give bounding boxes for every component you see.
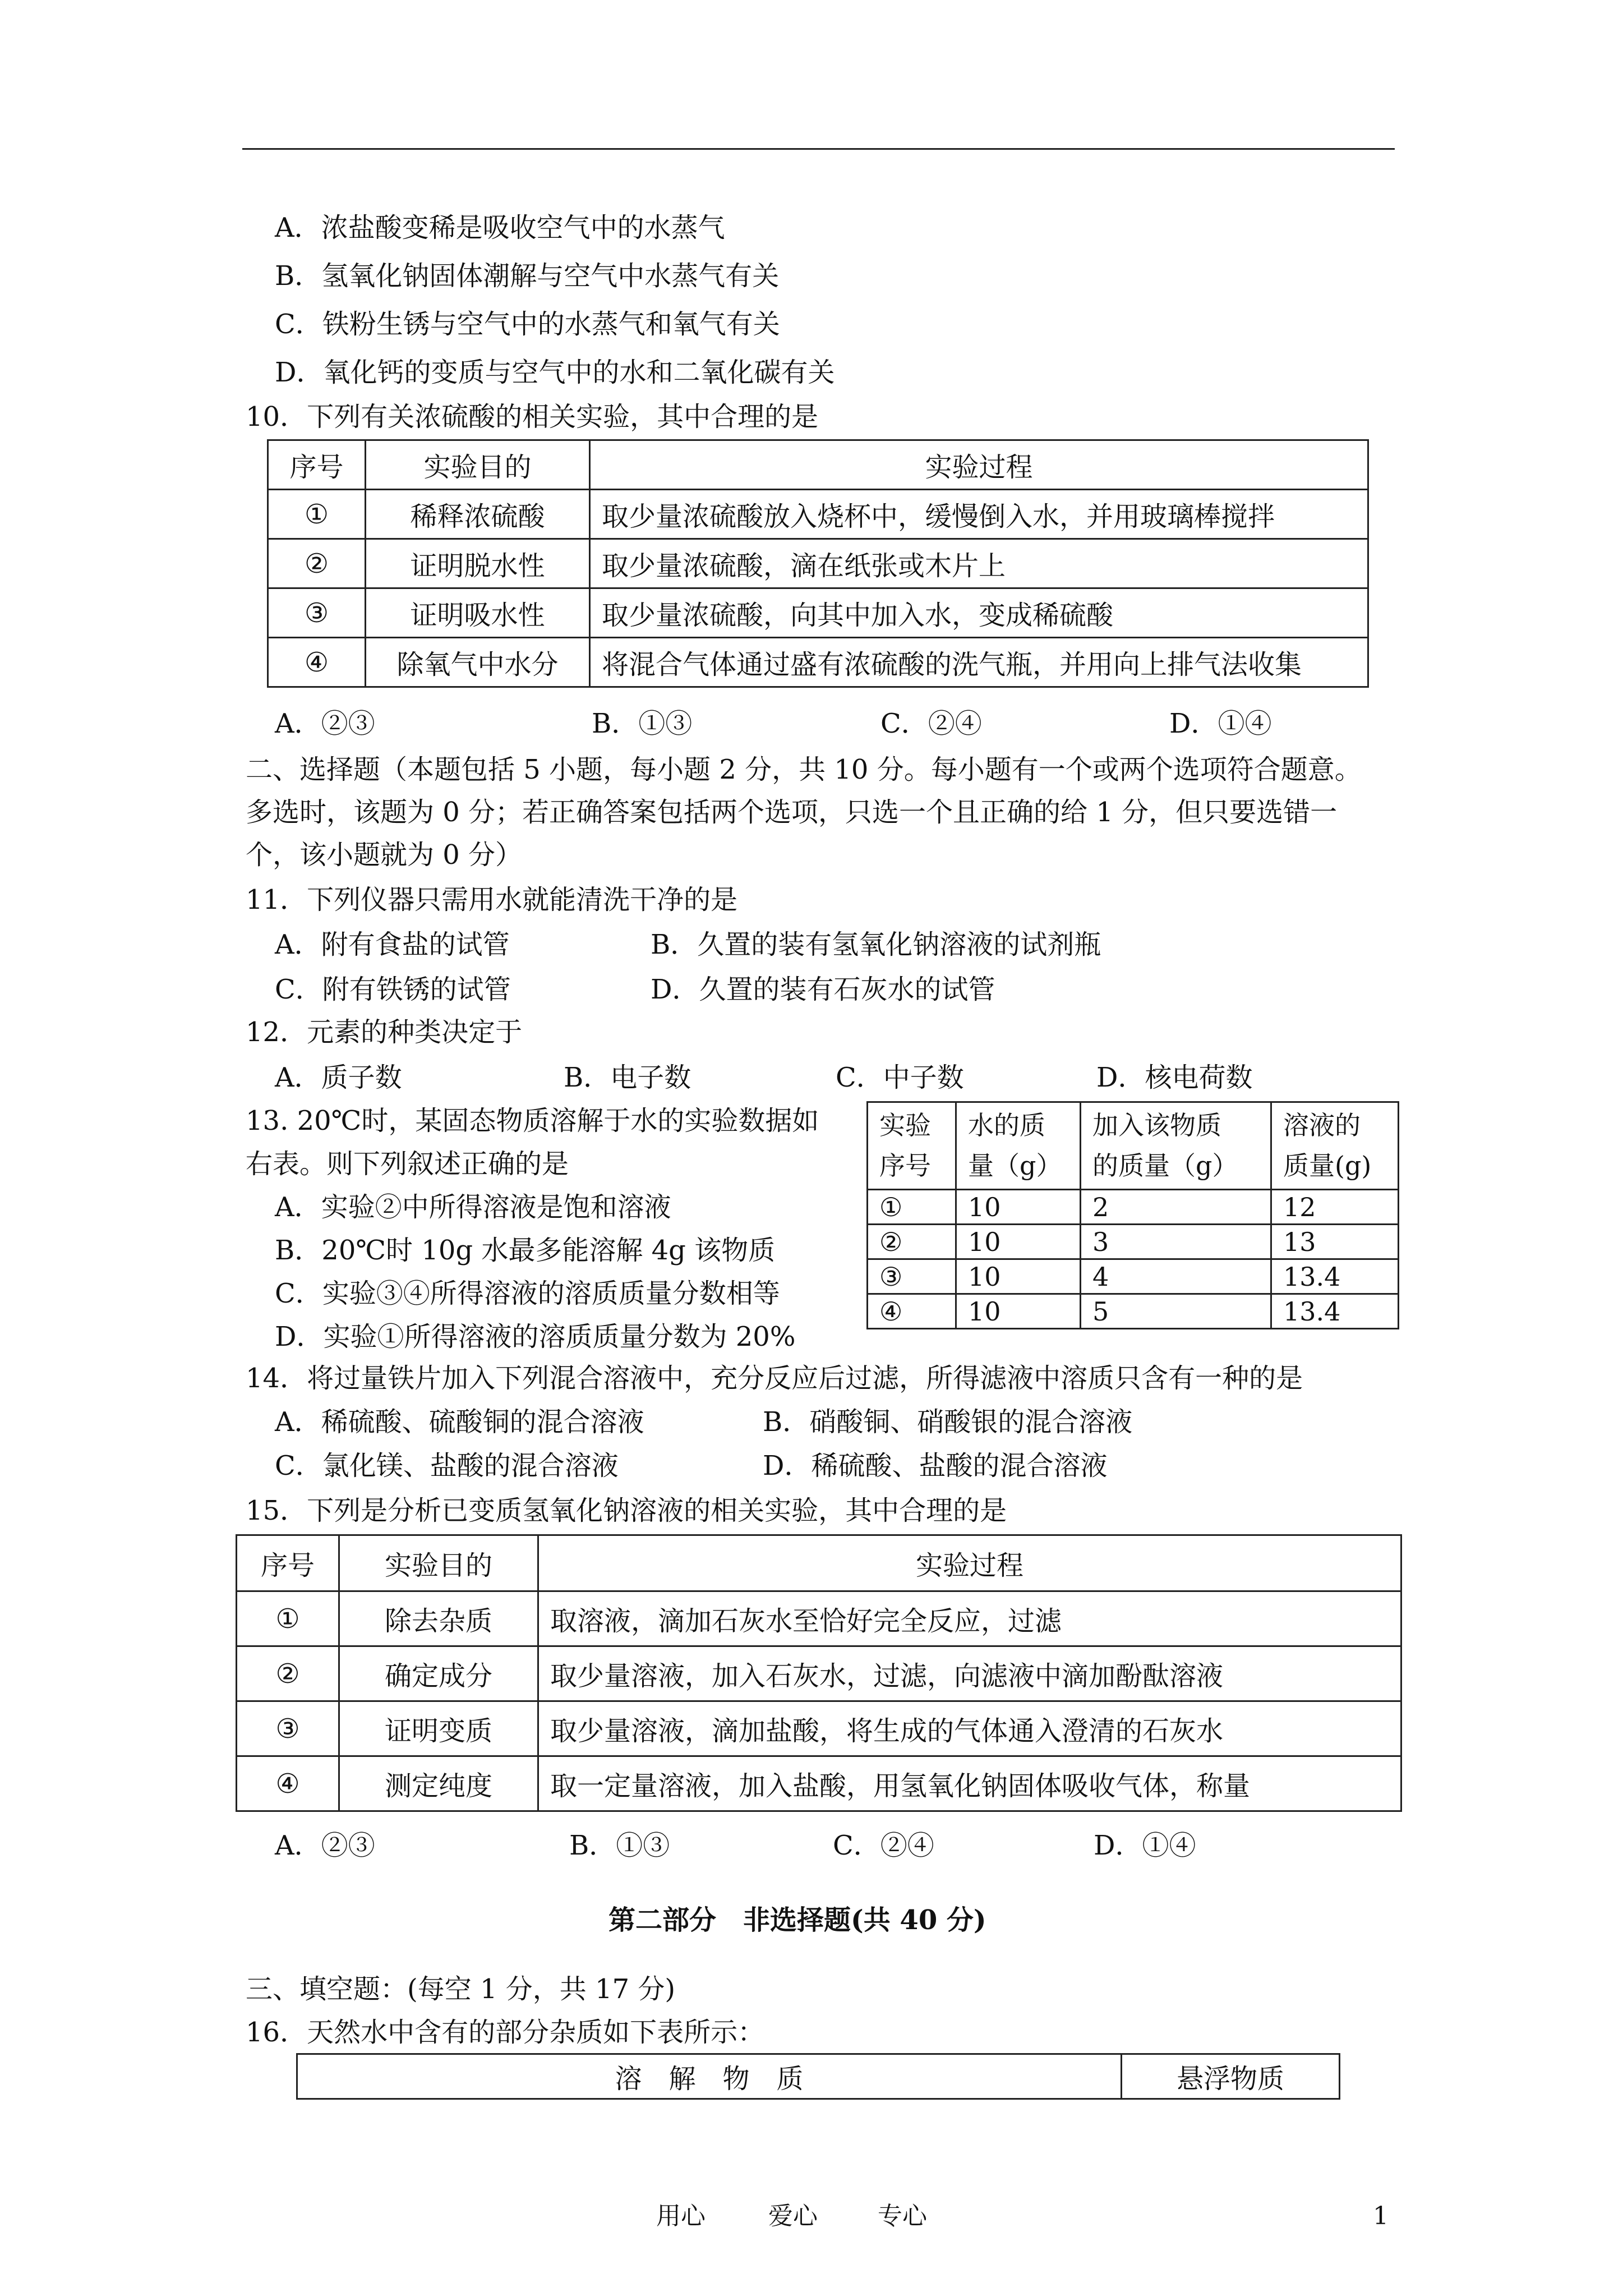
q15-header-no: 序号	[237, 1535, 339, 1591]
q12-stem: 12．元素的种类决定于	[246, 1016, 523, 1048]
footer-motto-1: 用心	[656, 2202, 706, 2230]
q14-option-c: C．氯化镁、盐酸的混合溶液	[275, 1450, 619, 1481]
section2-line3: 个，该小题就为 0 分）	[246, 839, 523, 871]
q9-option-a: A．浓盐酸变稀是吸收空气中的水蒸气	[275, 212, 725, 243]
q15-cell: ④	[237, 1756, 339, 1811]
q10-header-process: 实验过程	[590, 440, 1368, 490]
q15-header-process: 实验过程	[538, 1535, 1401, 1591]
q13-data-table	[866, 1101, 1399, 1329]
q13-option-b: B．20℃时 10g 水最多能溶解 4g 该物质	[275, 1235, 776, 1266]
q13-option-c: C．实验③④所得溶液的溶质质量分数相等	[275, 1278, 780, 1309]
q13-stem-line2: 右表。则下列叙述正确的是	[246, 1148, 569, 1180]
q10-option-a: A．②③	[275, 708, 375, 739]
q15-option-a: A．②③	[275, 1830, 375, 1861]
q13-cell: 10	[956, 1225, 1081, 1259]
q15-cell: 确定成分	[339, 1646, 538, 1701]
q10-cell: ②	[268, 539, 366, 588]
header-rule	[242, 148, 1395, 150]
q13-cell: 5	[1081, 1294, 1271, 1329]
q13-cell: 10	[956, 1259, 1081, 1294]
q13-cell: ③	[868, 1259, 956, 1294]
q16-table	[296, 2053, 1340, 2100]
q13-cell: ④	[868, 1294, 956, 1329]
q13-header-solution: 溶液的 质量(g)	[1271, 1102, 1399, 1190]
q13-cell: 13.4	[1271, 1259, 1399, 1294]
q13-header-no: 实验 序号	[868, 1102, 956, 1190]
q12-option-c: C．中子数	[836, 1062, 964, 1093]
q14-option-a: A．稀硫酸、硫酸铜的混合溶液	[275, 1406, 644, 1438]
q15-cell: 取少量溶液，加入石灰水，过滤，向滤液中滴加酚酞溶液	[538, 1646, 1401, 1701]
q12-option-a: A．质子数	[275, 1062, 402, 1093]
q10-option-d: D．①④	[1169, 708, 1272, 739]
q15-cell: 取一定量溶液，加入盐酸，用氢氧化钠固体吸收气体，称量	[538, 1756, 1401, 1811]
q14-option-d: D．稀硫酸、盐酸的混合溶液	[763, 1450, 1108, 1481]
q12-option-b: B．电子数	[564, 1062, 691, 1093]
q13-cell: 10	[956, 1190, 1081, 1225]
q10-cell: 取少量浓硫酸放入烧杯中，缓慢倒入水，并用玻璃棒搅拌	[590, 490, 1368, 539]
page-number: 1	[1373, 2202, 1389, 2230]
q11-option-c: C．附有铁锈的试管	[275, 974, 511, 1005]
q13-cell: ②	[868, 1225, 956, 1259]
q10-cell: ①	[268, 490, 366, 539]
q11-stem: 11．下列仪器只需用水就能清洗干净的是	[246, 884, 738, 915]
q10-header-no: 序号	[268, 440, 366, 490]
q15-stem: 15．下列是分析已变质氢氧化钠溶液的相关实验，其中合理的是	[246, 1495, 1007, 1526]
q13-option-a: A．实验②中所得溶液是饱和溶液	[275, 1191, 671, 1223]
q15-cell: ②	[237, 1646, 339, 1701]
q16-header-dissolved: 溶 解 物 质	[297, 2054, 1122, 2099]
q10-cell: ③	[268, 588, 366, 638]
q10-cell: 取少量浓硫酸，滴在纸张或木片上	[590, 539, 1368, 588]
q9-option-c: C．铁粉生锈与空气中的水蒸气和氧气有关	[275, 309, 780, 340]
q13-header-water: 水的质 量（g）	[956, 1102, 1081, 1190]
q10-header-purpose: 实验目的	[366, 440, 590, 490]
q13-cell: 2	[1081, 1190, 1271, 1225]
part2-title: 第二部分 非选择题(共 40 分)	[608, 1904, 986, 1936]
section3-heading: 三、填空题：(每空 1 分，共 17 分)	[246, 1973, 676, 2005]
q15-table	[236, 1534, 1402, 1812]
section2-line1: 二、选择题（本题包括 5 小题，每小题 2 分，共 10 分。每小题有一个或两个选项符合题意。	[246, 754, 1362, 785]
q11-option-d: D．久置的装有石灰水的试管	[651, 974, 995, 1005]
q10-cell: 稀释浓硫酸	[366, 490, 590, 539]
q15-option-c: C．②④	[833, 1830, 934, 1861]
q13-cell: 13.4	[1271, 1294, 1399, 1329]
q14-stem: 14．将过量铁片加入下列混合溶液中，充分反应后过滤，所得滤液中溶质只含有一种的是	[246, 1363, 1303, 1394]
q15-cell: 除去杂质	[339, 1591, 538, 1646]
q9-option-d: D．氧化钙的变质与空气中的水和二氧化碳有关	[275, 357, 835, 388]
q13-cell: 4	[1081, 1259, 1271, 1294]
q10-cell: 将混合气体通过盛有浓硫酸的洗气瓶，并用向上排气法收集	[590, 638, 1368, 687]
q15-cell: 证明变质	[339, 1701, 538, 1756]
q10-cell: 除氧气中水分	[366, 638, 590, 687]
q13-cell: 3	[1081, 1225, 1271, 1259]
q10-option-b: B．①③	[592, 708, 693, 739]
q15-header-purpose: 实验目的	[339, 1535, 538, 1591]
q14-option-b: B．硝酸铜、硝酸银的混合溶液	[763, 1406, 1133, 1438]
q13-cell: ①	[868, 1190, 956, 1225]
footer-motto-2: 爱心	[768, 2202, 818, 2230]
q13-option-d: D．实验①所得溶液的溶质质量分数为 20%	[275, 1321, 796, 1352]
q15-cell: ③	[237, 1701, 339, 1756]
q15-option-d: D．①④	[1094, 1830, 1196, 1861]
q13-cell: 12	[1271, 1190, 1399, 1225]
q10-option-c: C．②④	[880, 708, 982, 739]
q15-cell: 取少量溶液，滴加盐酸，将生成的气体通入澄清的石灰水	[538, 1701, 1401, 1756]
q10-cell: 证明吸水性	[366, 588, 590, 638]
q9-option-b: B．氢氧化钠固体潮解与空气中水蒸气有关	[275, 260, 780, 292]
section2-line2: 多选时，该题为 0 分；若正确答案包括两个选项，只选一个且正确的给 1 分，但只要选错一	[246, 797, 1338, 828]
q13-cell: 13	[1271, 1225, 1399, 1259]
q13-cell: 10	[956, 1294, 1081, 1329]
q13-header-solute: 加入该物质 的质量（g）	[1081, 1102, 1271, 1190]
q10-cell: 取少量浓硫酸，向其中加入水，变成稀硫酸	[590, 588, 1368, 638]
q15-cell: 取溶液，滴加石灰水至恰好完全反应，过滤	[538, 1591, 1401, 1646]
q10-table	[267, 439, 1369, 688]
q10-stem: 10．下列有关浓硫酸的相关实验，其中合理的是	[246, 401, 819, 432]
q12-option-d: D．核电荷数	[1096, 1062, 1253, 1093]
q10-cell: 证明脱水性	[366, 539, 590, 588]
q11-option-a: A．附有食盐的试管	[275, 929, 510, 960]
q11-option-b: B．久置的装有氢氧化钠溶液的试剂瓶	[651, 929, 1101, 960]
q15-option-b: B．①③	[569, 1830, 670, 1861]
q15-cell: ①	[237, 1591, 339, 1646]
q10-cell: ④	[268, 638, 366, 687]
q16-header-suspended: 悬浮物质	[1122, 2054, 1340, 2099]
q15-cell: 测定纯度	[339, 1756, 538, 1811]
q13-stem-line1: 13. 20℃时，某固态物质溶解于水的实验数据如	[246, 1105, 819, 1137]
footer-motto-3: 专心	[878, 2202, 927, 2230]
q16-stem: 16．天然水中含有的部分杂质如下表所示：	[246, 2017, 765, 2048]
